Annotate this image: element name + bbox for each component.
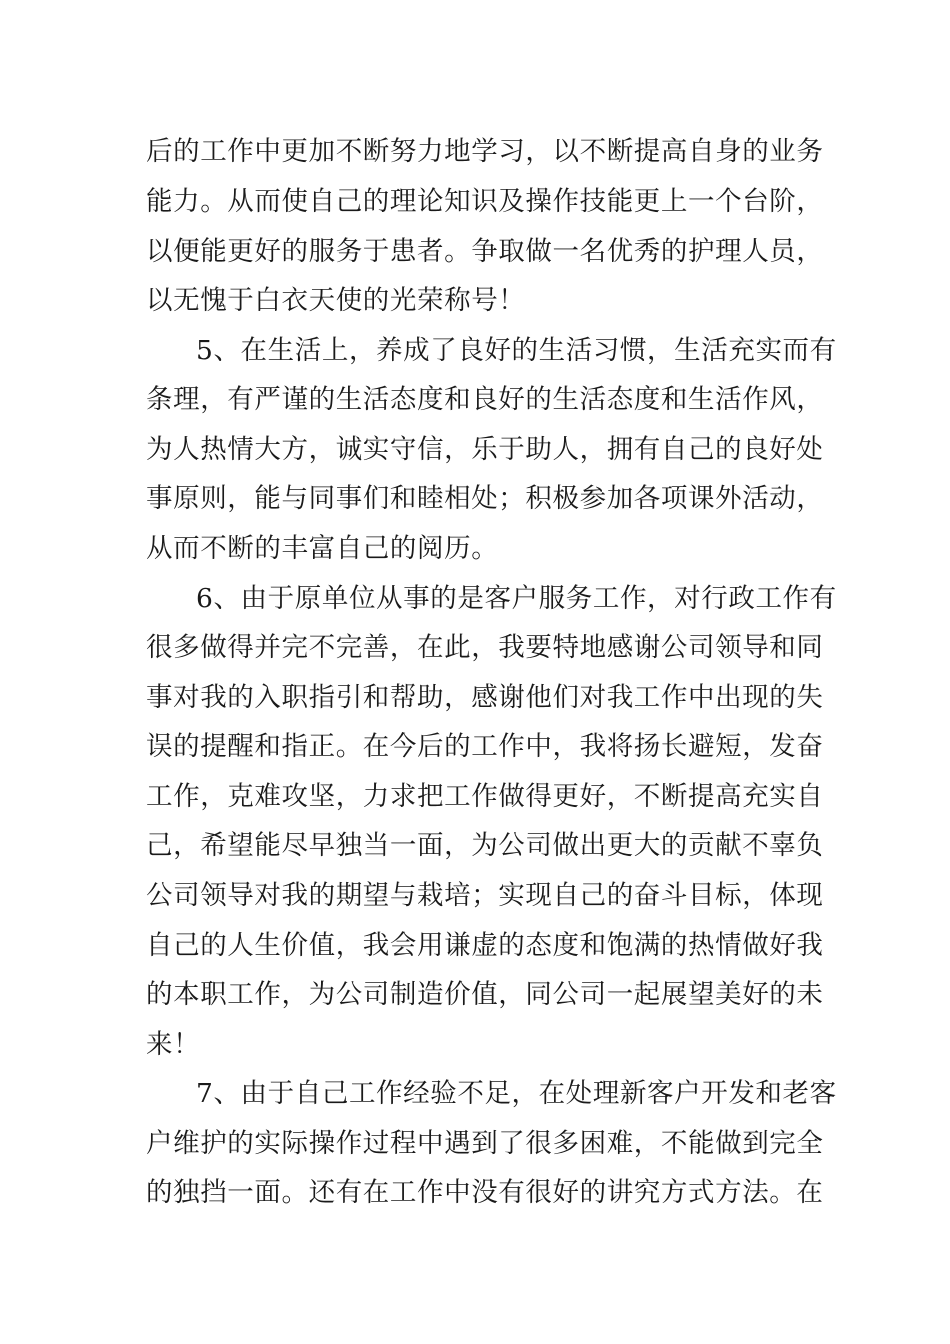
text-line: 的独挡一面。还有在工作中没有很好的讲究方式方法。在	[146, 1177, 824, 1208]
text-line: 自己的人生价值，我会用谦虚的态度和饱满的热情做好我	[146, 930, 824, 961]
text-line: 为人热情大方，诚实守信，乐于助人，拥有自己的良好处	[146, 434, 824, 465]
text-line: 以便能更好的服务于患者。争取做一名优秀的护理人员，	[146, 236, 824, 267]
text-line: 误的提醒和指正。在今后的工作中，我将扬长避短，发奋	[146, 731, 824, 762]
text-line: 很多做得并完不完善，在此，我要特地感谢公司领导和同	[146, 632, 824, 663]
text-line: 条理，有严谨的生活态度和良好的生活态度和生活作风，	[146, 384, 824, 415]
paragraph-6-first-line: 6、由于原单位从事的是客户服务工作，对行政工作有	[196, 583, 837, 614]
text-line: 事原则，能与同事们和睦相处；积极参加各项课外活动，	[146, 483, 824, 514]
text-line: 事对我的入职指引和帮助，感谢他们对我工作中出现的失	[146, 682, 824, 713]
paragraph-5-first-line: 5、在生活上，养成了良好的生活习惯，生活充实而有	[196, 335, 837, 366]
text-line: 公司领导对我的期望与栽培；实现自己的奋斗目标，体现	[146, 880, 824, 911]
text-line: 能力。从而使自己的理论知识及操作技能更上一个台阶，	[146, 186, 824, 217]
text-line: 来！	[146, 1029, 201, 1060]
text-line: 后的工作中更加不断努力地学习，以不断提高自身的业务	[146, 136, 824, 167]
text-line: 从而不断的丰富自己的阅历。	[146, 533, 499, 564]
paragraph-7-first-line: 7、由于自己工作经验不足，在处理新客户开发和老客	[196, 1078, 837, 1109]
text-line: 的本职工作，为公司制造价值，同公司一起展望美好的未	[146, 979, 824, 1010]
text-line: 以无愧于白衣天使的光荣称号！	[146, 285, 526, 316]
text-line: 户维护的实际操作过程中遇到了很多困难，不能做到完全	[146, 1128, 824, 1159]
text-line: 工作，克难攻坚，力求把工作做得更好，不断提高充实自	[146, 781, 824, 812]
text-line: 己，希望能尽早独当一面，为公司做出更大的贡献不辜负	[146, 830, 824, 861]
